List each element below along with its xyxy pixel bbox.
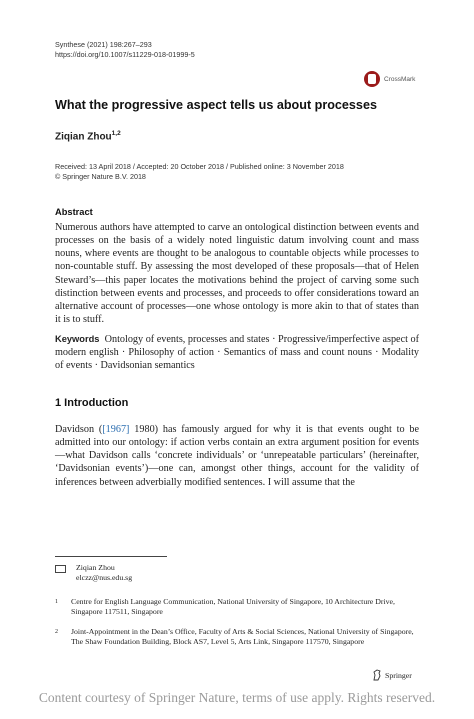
crossmark-label: CrossMark — [384, 75, 416, 83]
doi-link[interactable]: https://doi.org/10.1007/s11229-018-01999-5 — [55, 49, 195, 59]
springer-horse-icon — [372, 669, 382, 681]
contact-email[interactable]: elczz@nus.edu.sg — [76, 573, 133, 583]
footnote-text: Centre for English Language Communication, National University of Singapore, 10 Architecture Drive, Singapore 117511, Singapore — [71, 597, 395, 617]
keywords-text: Ontology of events, processes and states · Progressive/imperfective aspect of modern english · Philosophy of action · Semantics of mass and count nouns · Modality of events · Davidsonian semantics — [55, 334, 420, 372]
journal-header — [55, 40, 195, 59]
publisher-logo — [372, 669, 412, 681]
footnote-text: Joint-Appointment in the Dean’s Office, Faculty of Arts & Social Sciences, National University of Singapore, The Shaw Foundation Building, Block AS7, Level 5, Arts Link, Singapore 117570, Singapore — [71, 627, 414, 647]
author-line — [55, 130, 121, 142]
abstract-heading: Abstract — [55, 207, 93, 217]
footnote-divider — [55, 556, 167, 557]
author-affiliation-marks: 1,2 — [111, 130, 121, 137]
intro-text-rest: 1980) has famously argued for why it is that events ought to be admitted into our ontology: if action verbs contain an extra argument position for events—what Davidson calls ‘concrete individuals’ or ‘unrepeatable particulars’ (hereinafter, ‘Davidsonian events’)—one can, amongst other things, account for the validity of inferences between adverbially modified sentences. I will assume that the — [55, 424, 419, 488]
contact-name: Ziqian Zhou — [76, 563, 115, 572]
crossmark-icon — [364, 71, 380, 87]
affiliation-footnote-1 — [55, 597, 419, 618]
publication-dates: Received: 13 April 2018 / Accepted: 20 October 2018 / Published online: 3 November 2018 — [55, 162, 344, 171]
publisher-name: Springer — [385, 670, 412, 680]
paper-title: What the progressive aspect tells us about processes — [55, 98, 377, 112]
citation-link[interactable]: [1967] — [102, 424, 130, 435]
courtesy-notice: Content courtesy of Springer Nature, terms of use apply. Rights reserved. — [38, 690, 436, 705]
keywords-label: Keywords — [55, 334, 100, 344]
copyright-line: © Springer Nature B.V. 2018 — [55, 171, 146, 181]
intro-text-start: Davidson ( — [55, 424, 103, 435]
footnote-number: 1 — [55, 599, 58, 605]
abstract-body: Numerous authors have attempted to carve an ontological distinction between events and processes on the basis of a widely noted linguistic datum involving count and mass nouns, where events are thought to be analogous to countable objects while processes to non-countable stuff. By assessing the most developed of these proposals—that of Helen Steward’s—this paper locates the motivations behind the project of carving some such distinction between events and processes, and proceeds to offer considerations toward an alternative account of processes—one whose ontology is more akin to that of states than it is to stuff. — [55, 222, 419, 326]
section-heading-introduction: 1 Introduction — [55, 397, 129, 409]
affiliation-footnote-2 — [55, 627, 419, 648]
publication-info — [55, 162, 344, 181]
journal-citation: Synthese (2021) 198:267–293 — [55, 40, 152, 49]
crossmark-button[interactable] — [364, 71, 415, 87]
corresponding-author — [55, 563, 132, 584]
envelope-icon — [55, 565, 66, 573]
author-name[interactable]: Ziqian Zhou — [55, 131, 112, 143]
keywords-block — [55, 333, 419, 372]
footnote-number: 2 — [55, 629, 58, 635]
introduction-body — [55, 423, 419, 489]
